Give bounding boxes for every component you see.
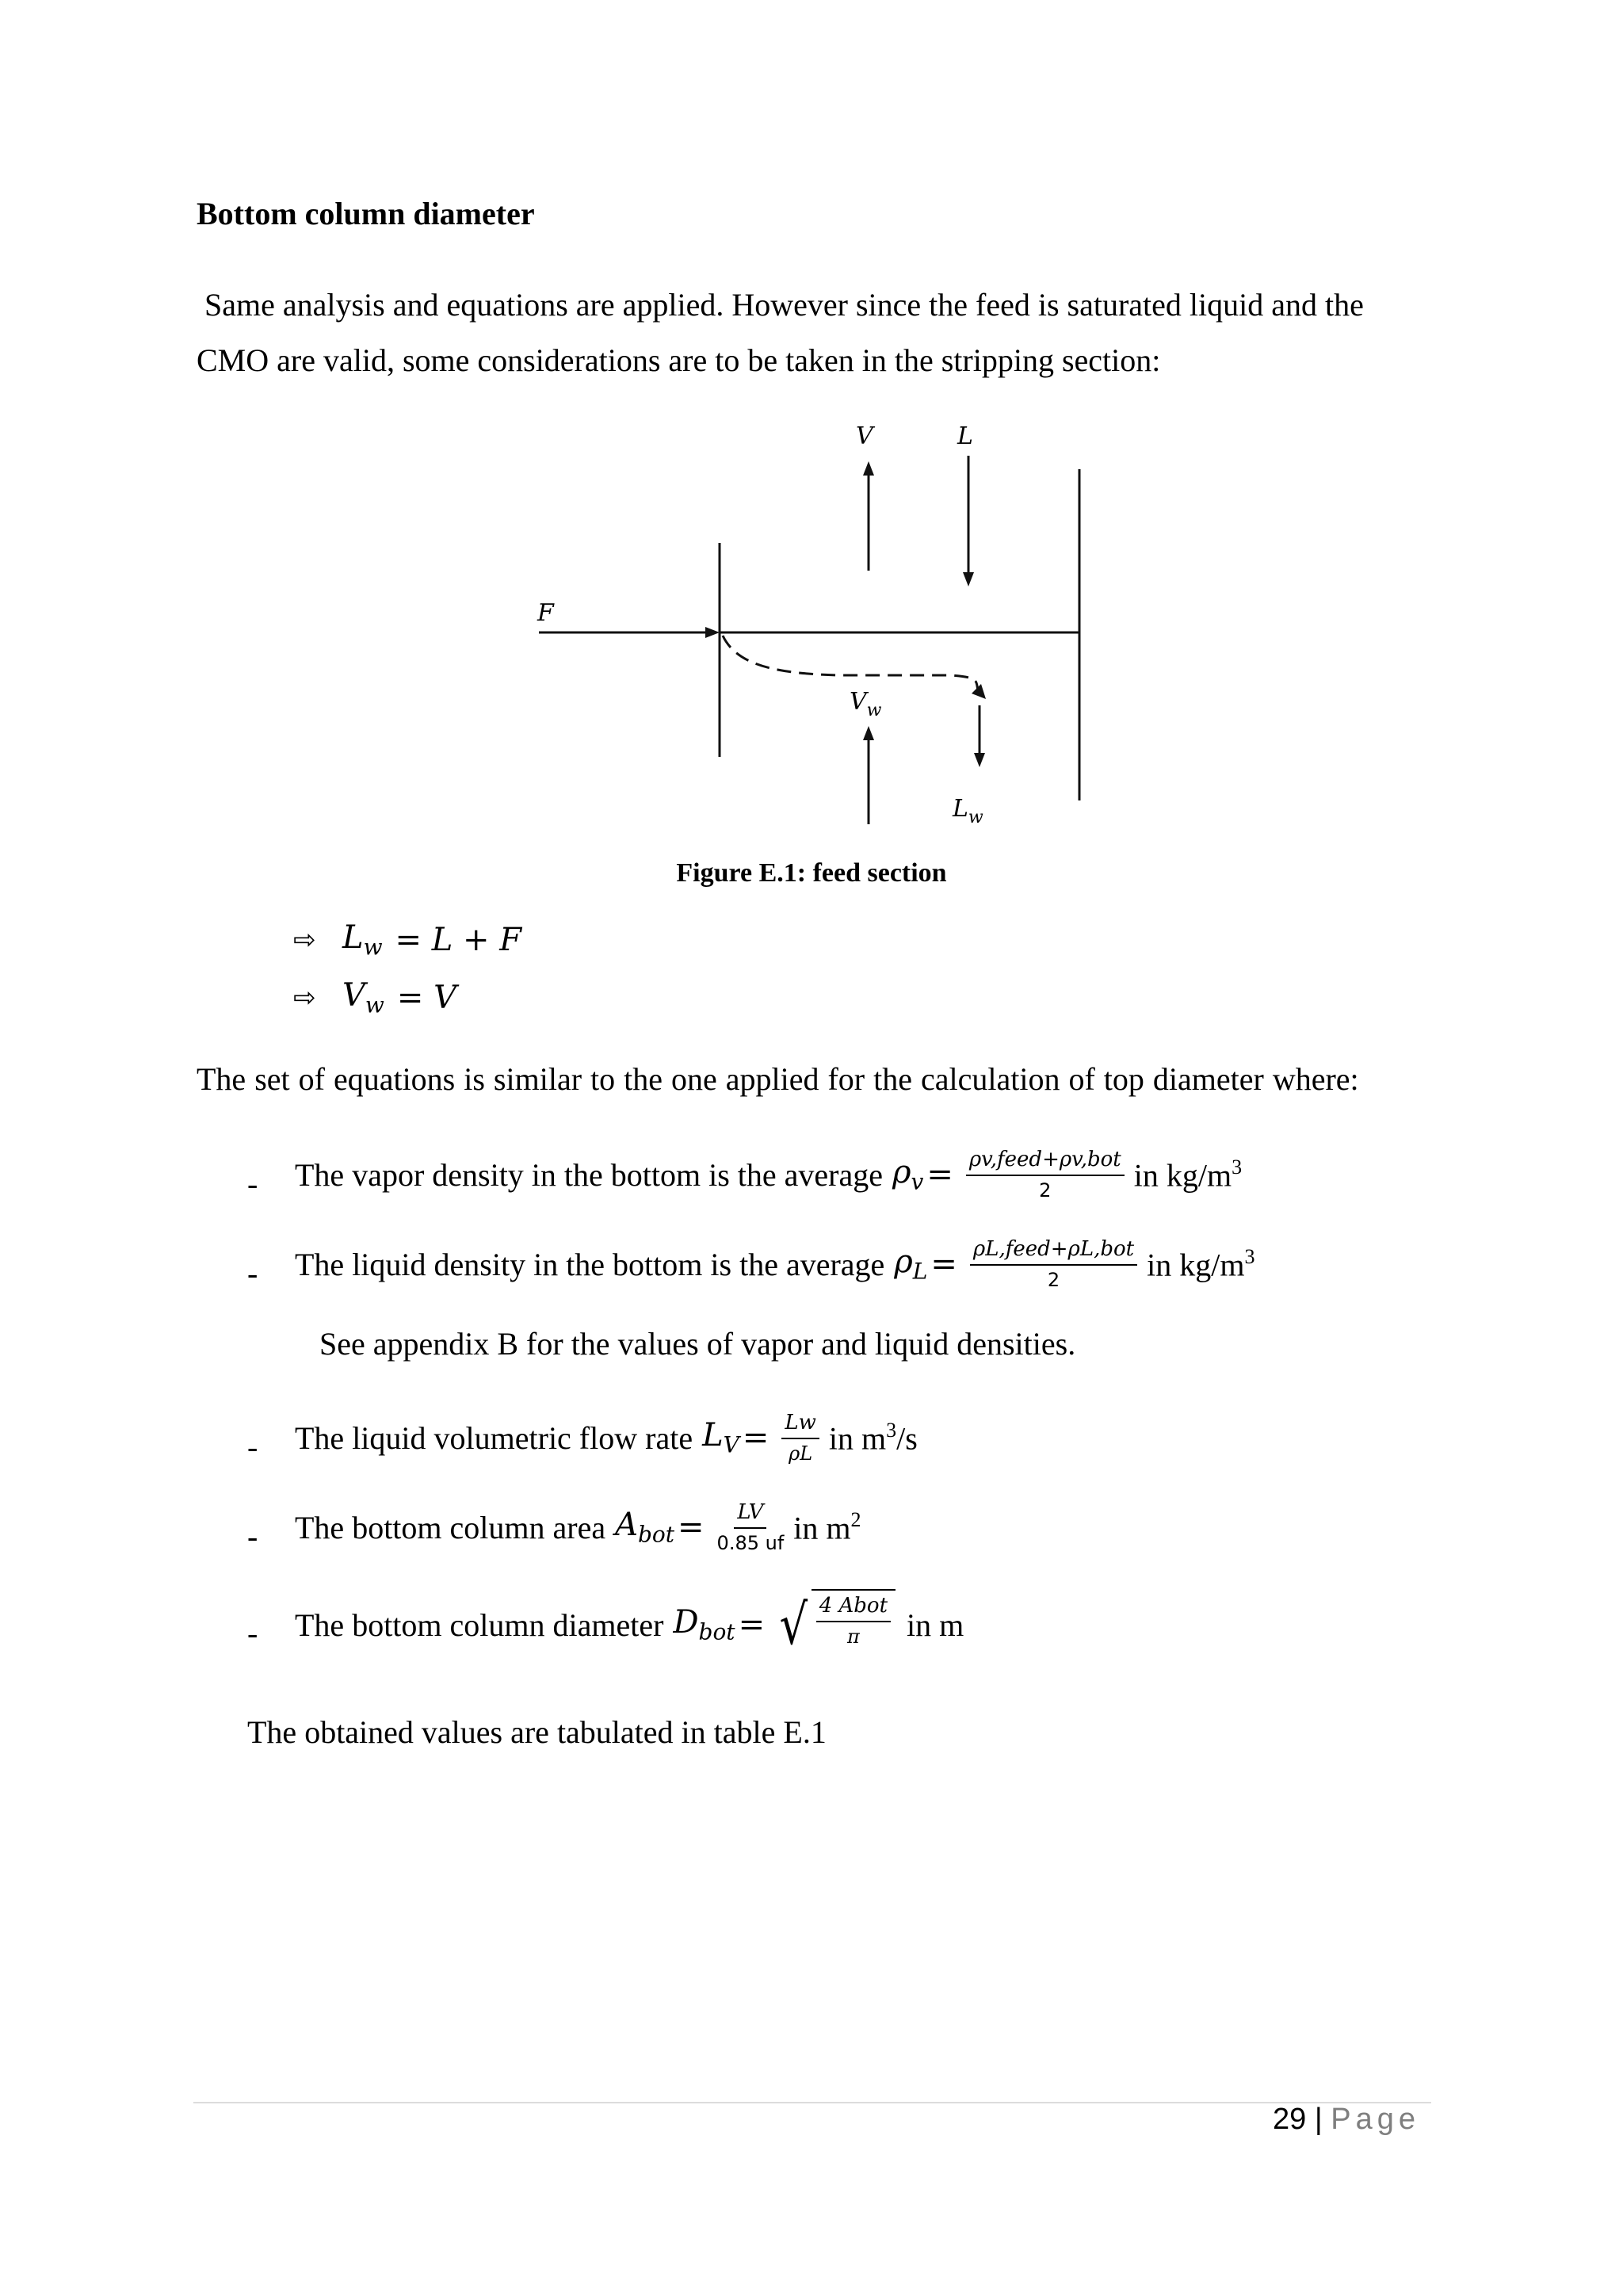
flow-rate-text: The liquid volumetric flow rate — [295, 1419, 693, 1456]
liquid-density-text: The liquid density in the bottom is the average — [295, 1246, 885, 1282]
page-word: Page — [1331, 2103, 1420, 2136]
feed-flow-dashed-path — [723, 636, 979, 693]
vapor-density-fraction: $\frac{\text{ρv,feed+ρv,bot}}{2}$ — [966, 1148, 1125, 1201]
implies-arrow-icon: ⇨ — [293, 923, 316, 956]
diameter-unit: in m — [907, 1606, 964, 1643]
balance-lw — [293, 919, 521, 960]
bullet-dash: - — [247, 1615, 258, 1651]
diameter-fraction: $\frac{\text{4 Abot}}{\pi}$ — [816, 1594, 891, 1648]
implies-arrow-icon: ⇨ — [293, 981, 316, 1014]
area-row: The bottom column area $A_{bot}$ = $\frac{LV}{0.85 uf}$ in $m^2$ — [295, 1500, 861, 1554]
vapor-arrowhead — [863, 461, 874, 476]
appendix-note: See appendix B for the values of vapor and liquid densities. — [319, 1326, 1076, 1362]
flow-rate-fraction: $\frac{Lw}{\rho L}$ — [781, 1411, 819, 1465]
liquid-density-symbol: $\rho_L$ — [894, 1244, 928, 1285]
label-V: V — [856, 422, 873, 450]
liquid-density-unit: in $kg/m^3$ — [1147, 1244, 1255, 1283]
radical-sign-icon: √ — [779, 1592, 808, 1657]
label-Vw: $V_w$ — [850, 688, 882, 720]
area-text: The bottom column area — [295, 1509, 606, 1545]
section-heading: Bottom column diameter — [197, 196, 535, 231]
vw-arrowhead — [863, 726, 874, 740]
intro-line-2: CMO are valid, some considerations are to be taken in the stripping section: — [197, 342, 1161, 378]
balance-vw-lhs: $V_w$ — [342, 977, 384, 1018]
square-root — [776, 1589, 896, 1660]
liquid-density-row: The liquid density in the bottom is the average $\rho_L$ = $\frac{\text{ρL,feed+ρL,bot}}{2}$ in $kg/m^3$ — [295, 1237, 1255, 1291]
diameter-row: The bottom column diameter $D_{bot}$ = √ $\frac{\text{4 Abot}}{\pi}$ in m — [295, 1589, 964, 1660]
closing-sentence: The obtained values are tabulated in table E.1 — [247, 1714, 827, 1750]
liquid-density-fraction: $\frac{\text{ρL,feed+ρL,bot}}{2}$ — [970, 1237, 1137, 1291]
figure-caption: Figure E.1: feed section — [676, 858, 947, 888]
vapor-density-text: The vapor density in the bottom is the average — [295, 1156, 884, 1193]
balance-vw — [293, 977, 456, 1018]
liquid-arrowhead — [963, 572, 974, 586]
footer-divider — [193, 2102, 1431, 2103]
feed-section-figure — [523, 420, 1102, 848]
area-fraction: $\frac{LV}{0.85 uf}$ — [716, 1500, 785, 1554]
balance-lw-lhs: $L_w$ — [342, 919, 383, 961]
vapor-density-symbol: $\rho_v$ — [892, 1154, 924, 1195]
lw-arrowhead — [974, 753, 985, 767]
footer-separator: | — [1314, 2103, 1323, 2136]
intro-paragraph — [197, 277, 1417, 388]
flow-rate-symbol: $L_V$ — [702, 1417, 739, 1458]
label-Lw: $L_w$ — [953, 795, 983, 827]
set-equations-text: The set of equations is similar to the one applied for the calculation of top diameter where: — [197, 1061, 1359, 1097]
vapor-density-row: The vapor density in the bottom is the average $\rho_v$ = $\frac{\text{ρv,feed+ρv,bot}}{2}$ in $kg/m^3$ — [295, 1148, 1243, 1201]
diameter-text: The bottom column diameter — [295, 1606, 664, 1643]
balance-lw-rhs: = L + F — [395, 921, 522, 958]
dashed-path-arrowhead — [972, 684, 986, 699]
page-number: 29 — [1272, 2103, 1307, 2136]
label-F: F — [537, 599, 554, 627]
label-L: L — [957, 422, 973, 450]
flow-rate-row: The liquid volumetric flow rate $L_V$ = $\frac{Lw}{\rho L}$ in $m^3/s$ — [295, 1411, 918, 1465]
bullet-dash: - — [247, 1519, 258, 1554]
balance-vw-rhs: = V — [396, 979, 456, 1016]
flow-rate-unit: in $m^3/s$ — [828, 1418, 918, 1457]
area-unit: in $m^2$ — [793, 1507, 861, 1546]
bullet-dash: - — [247, 1255, 258, 1291]
area-symbol: $A_{bot}$ — [615, 1507, 675, 1548]
bullet-dash: - — [247, 1166, 258, 1201]
feed-arrowhead — [705, 627, 720, 638]
page-footer — [1273, 2103, 1420, 2137]
intro-line-1: Same analysis and equations are applied. However since the feed is saturated liquid and the — [204, 287, 1364, 323]
vapor-density-unit: in $kg/m^3$ — [1133, 1155, 1243, 1194]
bullet-dash: - — [247, 1429, 258, 1465]
diameter-symbol: $D_{bot}$ — [673, 1604, 735, 1645]
